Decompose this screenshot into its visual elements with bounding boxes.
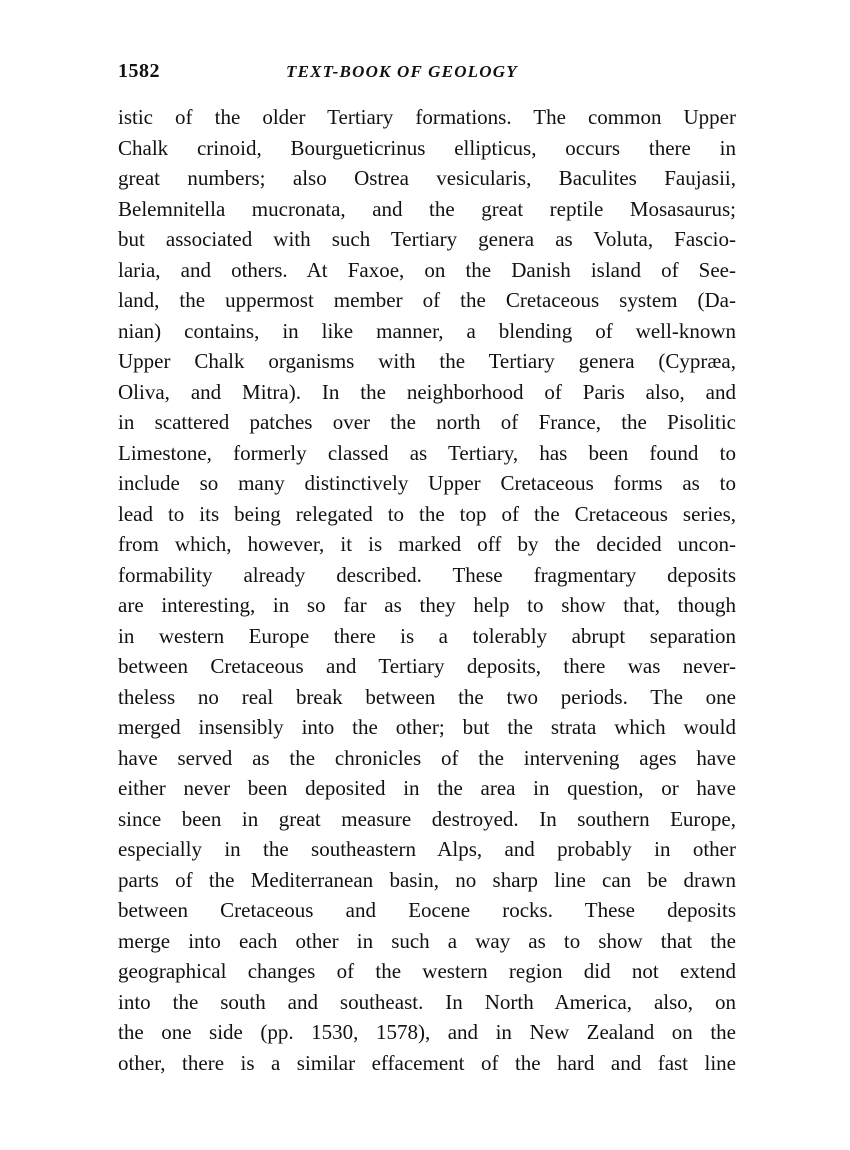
- text-line: especially in the southeastern Alps, and probably in other: [118, 837, 736, 861]
- text-line: the one side (pp. 1530, 1578), and in New Zealand on the: [118, 1020, 736, 1044]
- text-line: from which, however, it is marked off by the decided uncon-: [118, 532, 736, 556]
- text-line: either never been deposited in the area in question, or have: [118, 776, 736, 800]
- text-line: but associated with such Tertiary genera as Voluta, Fascio-: [118, 227, 736, 251]
- text-line: formability already described. These fragmentary deposits: [118, 562, 736, 587]
- text-line: Belemnitella mucronata, and the great reptile Mosasaurus;: [118, 196, 736, 221]
- text-line: in western Europe there is a tolerably abrupt separation: [118, 623, 736, 648]
- text-line: nian) contains, in like manner, a blending of well-known: [118, 318, 736, 343]
- text-line: Chalk crinoid, Bourgueticrinus ellipticus, occurs there in: [118, 135, 736, 160]
- running-head: [118, 60, 736, 90]
- text-line: merged insensibly into the other; but the strata which would: [118, 715, 736, 739]
- text-line: between Cretaceous and Eocene rocks. These deposits: [118, 898, 736, 922]
- running-title: TEXT-BOOK OF GEOLOGY: [286, 62, 518, 81]
- body-paragraph: [118, 102, 736, 1092]
- page-number: 1582: [118, 60, 160, 82]
- text-line: in scattered patches over the north of France, the Pisolitic: [118, 410, 736, 434]
- text-line: since been in great measure destroyed. In southern Europe,: [118, 806, 736, 831]
- text-line: merge into each other in such a way as to show that the: [118, 928, 736, 953]
- text-line: great numbers; also Ostrea vesicularis, Baculites Faujasii,: [118, 166, 736, 190]
- text-line: parts of the Mediterranean basin, no sharp line can be drawn: [118, 867, 736, 892]
- text-line: theless no real break between the two periods. The one: [118, 684, 736, 709]
- text-line: land, the uppermost member of the Cretaceous system (Da-: [118, 288, 736, 312]
- text-line: are interesting, in so far as they help to show that, though: [118, 593, 736, 617]
- text-line: istic of the older Tertiary formations. The common Upper: [118, 105, 736, 129]
- text-line: lead to its being relegated to the top of the Cretaceous series,: [118, 501, 736, 526]
- text-line: into the south and southeast. In North America, also, on: [118, 989, 736, 1014]
- text-line: have served as the chronicles of the intervening ages have: [118, 745, 736, 770]
- text-line: laria, and others. At Faxoe, on the Danish island of See-: [118, 257, 736, 282]
- text-line: other, there is a similar effacement of the hard and fast line: [118, 1050, 736, 1075]
- text-line: Limestone, formerly classed as Tertiary, has been found to: [118, 440, 736, 465]
- text-line: geographical changes of the western region did not extend: [118, 959, 736, 983]
- text-line: Oliva, and Mitra). In the neighborhood of Paris also, and: [118, 379, 736, 404]
- text-line: include so many distinctively Upper Cretaceous forms as to: [118, 471, 736, 495]
- text-line: Upper Chalk organisms with the Tertiary genera (Cypræa,: [118, 349, 736, 373]
- text-line: between Cretaceous and Tertiary deposits, there was never-: [118, 654, 736, 678]
